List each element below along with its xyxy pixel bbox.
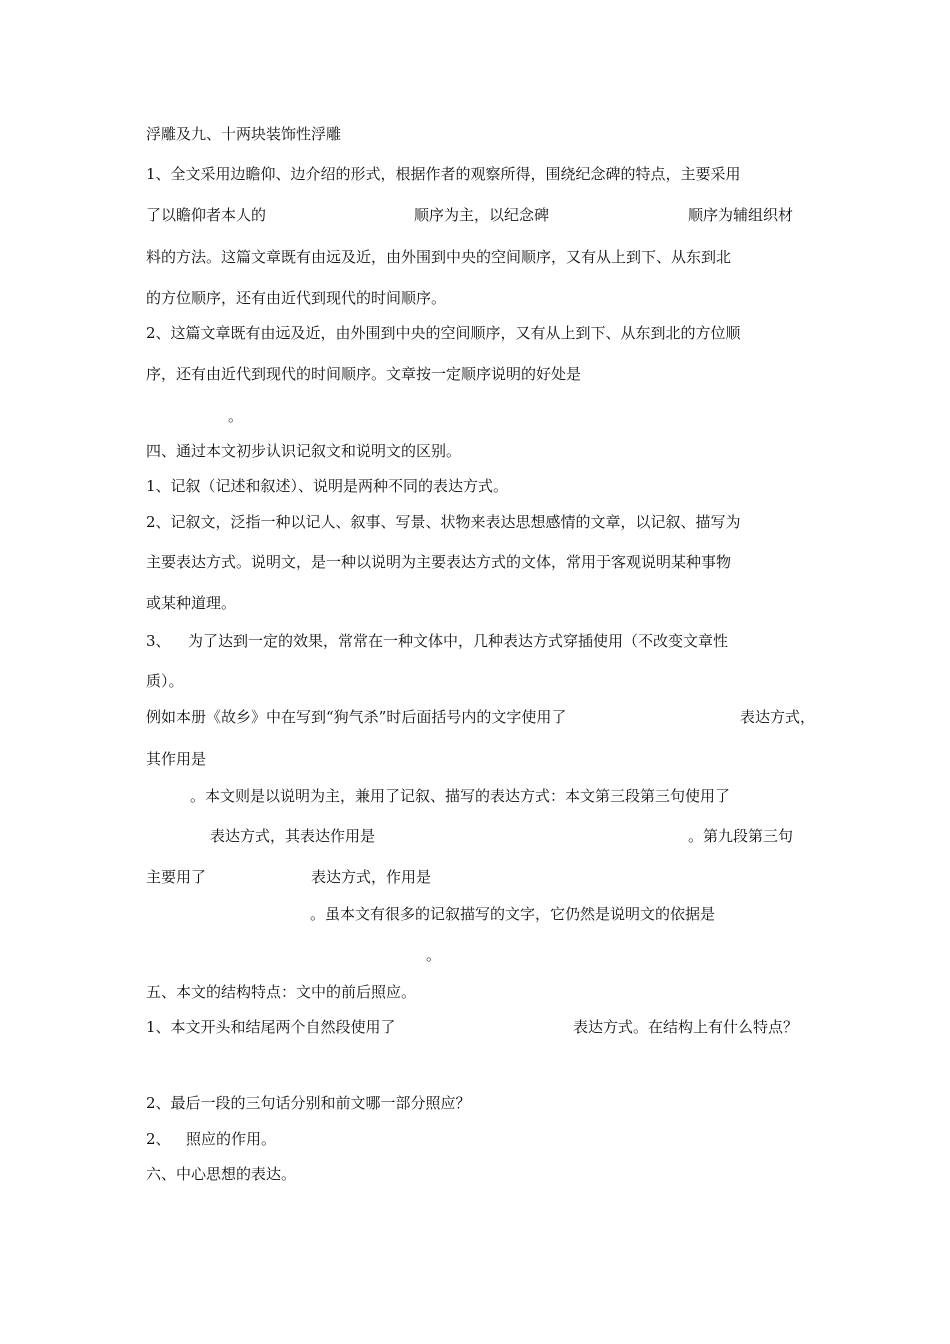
text-segment: 表达方式， — [740, 708, 816, 726]
paragraph-line: 。本文则是以说明为主，兼用了记叙、描写的表达方式：本文第三段第三句使用了 — [190, 787, 731, 805]
text-segment: 了以瞻仰者本人的 — [146, 206, 267, 224]
paragraph-line: 或某种道理。 — [146, 594, 237, 612]
text-segment: 表达方式，作用是 — [311, 868, 432, 886]
paragraph-line: 主要表达方式。说明文，是一种以说明为主要表达方式的文体，常用于客观说明某种事物 — [146, 553, 732, 571]
paragraph-line: 其作用是 — [146, 750, 207, 768]
paragraph-line: 质）。 — [146, 672, 184, 690]
section-heading: 五、本文的结构特点：文中的前后照应。 — [146, 983, 417, 1001]
text-segment: 表达方式，其表达作用是 — [210, 827, 376, 845]
text-segment: 照应的作用。 — [186, 1130, 277, 1148]
text-segment: 1、本文开头和结尾两个自然段使用了 — [146, 1018, 396, 1036]
paragraph-line: 2、这篇文章既有由远及近，由外围到中央的空间顺序，又有从上到下、从东到北的方位顺 — [146, 324, 741, 342]
text-segment: 顺序为辅组织材 — [688, 206, 794, 224]
heading-line: 浮雕及九、十两块装饰性浮雕 — [146, 125, 342, 143]
text-segment: 表达方式。在结构上有什么特点？ — [573, 1018, 799, 1036]
text-segment: 。第九段第三句 — [688, 827, 794, 845]
paragraph-line: 序，还有由近代到现代的时间顺序。文章按一定顺序说明的好处是 — [146, 365, 582, 383]
section-heading: 六、中心思想的表达。 — [146, 1165, 297, 1183]
text-segment: 顺序为主，以纪念碑 — [414, 206, 550, 224]
paragraph-line: 的方位顺序，还有由近代到现代的时间顺序。 — [146, 289, 447, 307]
paragraph-line: 。 — [228, 407, 244, 425]
paragraph-line: 1、记叙（记述和叙述）、说明是两种不同的表达方式。 — [146, 477, 509, 495]
paragraph-line: 1、全文采用边瞻仰、边介绍的形式，根据作者的观察所得，围绕纪念碑的特点，主要采用 — [146, 165, 741, 183]
text-segment: 3、 — [146, 632, 171, 650]
paragraph-line: 2、记叙文，泛指一种以记人、叙事、写景、状物来表达思想感情的文章，以记叙、描写为 — [146, 513, 741, 531]
text-segment: 为了达到一定的效果，常常在一种文体中，几种表达方式穿插使用（不改变文章性 — [188, 632, 729, 650]
paragraph-line: 。虽本文有很多的记叙描写的文字，它仍然是说明文的依据是 — [310, 905, 716, 923]
paragraph-line: 2、最后一段的三句话分别和前文哪一部分照应？ — [146, 1094, 471, 1112]
text-segment: 2、 — [146, 1130, 171, 1148]
paragraph-line: 。 — [426, 946, 442, 964]
text-segment: 主要用了 — [146, 868, 207, 886]
paragraph-line: 料的方法。这篇文章既有由远及近，由外围到中央的空间顺序，又有从上到下、从东到北 — [146, 248, 732, 266]
text-segment: 例如本册《故乡》中在写到“狗气杀”时后面括号内的文字使用了 — [146, 708, 567, 726]
section-heading: 四、通过本文初步认识记叙文和说明文的区别。 — [146, 442, 462, 460]
